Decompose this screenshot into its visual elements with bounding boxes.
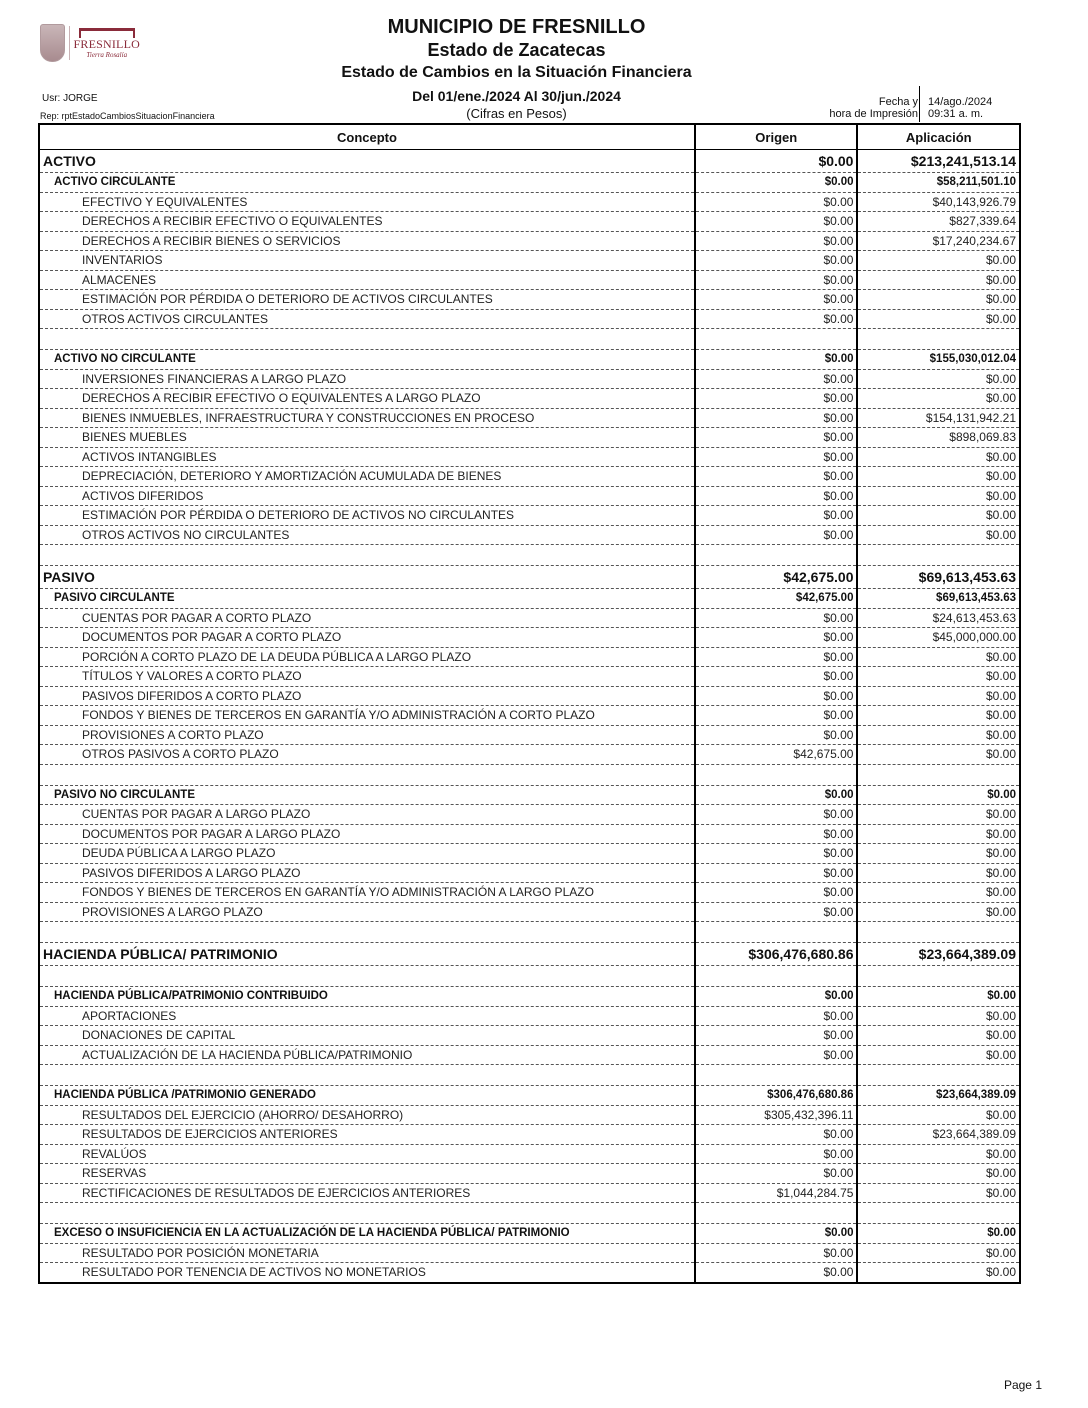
concept-cell: RESULTADOS DE EJERCICIOS ANTERIORES <box>39 1125 695 1145</box>
concept-cell: EXCESO O INSUFICIENCIA EN LA ACTUALIZACIÓN DE LA HACIENDA PÚBLICA/ PATRIMONIO <box>39 1224 695 1244</box>
origen-cell: $306,476,680.86 <box>695 1086 857 1106</box>
origen-cell: $0.00 <box>695 725 857 745</box>
aplicacion-cell: $0.00 <box>857 785 1020 805</box>
aplicacion-cell: $827,339.64 <box>857 212 1020 232</box>
origen-cell: $0.00 <box>695 231 857 251</box>
concept-cell: RESULTADO POR POSICIÓN MONETARIA <box>39 1243 695 1263</box>
concept-cell <box>39 329 695 350</box>
concept-cell: BIENES INMUEBLES, INFRAESTRUCTURA Y CONSTRUCCIONES EN PROCESO <box>39 408 695 428</box>
concept-cell: OTROS ACTIVOS CIRCULANTES <box>39 309 695 329</box>
concept-cell: DOCUMENTOS POR PAGAR A LARGO PLAZO <box>39 824 695 844</box>
aplicacion-cell: $0.00 <box>857 389 1020 409</box>
concept-cell: REVALÚOS <box>39 1144 695 1164</box>
aplicacion-cell: $45,000,000.00 <box>857 628 1020 648</box>
concept-cell: DEPRECIACIÓN, DETERIORO Y AMORTIZACIÓN ACUMULADA DE BIENES <box>39 467 695 487</box>
concept-cell: EFECTIVO Y EQUIVALENTES <box>39 192 695 212</box>
table-row <box>39 467 1020 487</box>
table-row <box>39 686 1020 706</box>
concept-cell: DOCUMENTOS POR PAGAR A CORTO PLAZO <box>39 628 695 648</box>
aplicacion-cell: $0.00 <box>857 270 1020 290</box>
table-row <box>39 725 1020 745</box>
report-units: (Cifras en Pesos) <box>466 106 567 121</box>
table-row <box>39 1164 1020 1184</box>
origen-cell <box>695 922 857 943</box>
concept-cell: PASIVOS DIFERIDOS A CORTO PLAZO <box>39 686 695 706</box>
concept-cell <box>39 1203 695 1224</box>
aplicacion-cell: $0.00 <box>857 686 1020 706</box>
origen-cell: $0.00 <box>695 805 857 825</box>
concept-cell: DEUDA PÚBLICA A LARGO PLAZO <box>39 844 695 864</box>
subtotal-row <box>39 350 1020 370</box>
concept-cell: ACTUALIZACIÓN DE LA HACIENDA PÚBLICA/PATRIMONIO <box>39 1045 695 1065</box>
table-row <box>39 525 1020 545</box>
origen-cell: $0.00 <box>695 173 857 193</box>
concept-cell <box>39 922 695 943</box>
aplicacion-cell: $0.00 <box>857 1026 1020 1046</box>
origen-cell: $0.00 <box>695 647 857 667</box>
print-divider <box>919 86 920 122</box>
origen-cell: $0.00 <box>695 1224 857 1244</box>
origen-cell: $0.00 <box>695 987 857 1007</box>
table-row <box>39 608 1020 628</box>
concept-cell: FONDOS Y BIENES DE TERCEROS EN GARANTÍA Y/O ADMINISTRACIÓN A CORTO PLAZO <box>39 706 695 726</box>
origen-cell <box>695 1203 857 1224</box>
origen-cell: $0.00 <box>695 525 857 545</box>
table-row <box>39 745 1020 765</box>
aplicacion-cell: $0.00 <box>857 863 1020 883</box>
concept-cell: RESULTADO POR TENENCIA DE ACTIVOS NO MONETARIOS <box>39 1263 695 1283</box>
origen-cell: $0.00 <box>695 290 857 310</box>
concept-cell <box>39 966 695 987</box>
concept-cell: DERECHOS A RECIBIR EFECTIVO O EQUIVALENTES A LARGO PLAZO <box>39 389 695 409</box>
aplicacion-cell: $0.00 <box>857 486 1020 506</box>
table-row <box>39 212 1020 232</box>
table-row <box>39 1144 1020 1164</box>
origen-cell: $0.00 <box>695 1026 857 1046</box>
table-row <box>39 290 1020 310</box>
origen-cell: $1,044,284.75 <box>695 1183 857 1203</box>
concept-cell: PROVISIONES A LARGO PLAZO <box>39 902 695 922</box>
subtotal-row <box>39 1224 1020 1244</box>
table-row <box>39 647 1020 667</box>
origen-cell: $0.00 <box>695 608 857 628</box>
aplicacion-cell: $0.00 <box>857 725 1020 745</box>
table-row <box>39 824 1020 844</box>
aplicacion-cell: $154,131,942.21 <box>857 408 1020 428</box>
table-row <box>39 628 1020 648</box>
aplicacion-cell: $0.00 <box>857 1263 1020 1283</box>
table-row <box>39 863 1020 883</box>
table-body <box>39 150 1020 1283</box>
subtotal-row <box>39 150 1020 173</box>
table-row <box>39 369 1020 389</box>
concept-cell: HACIENDA PÚBLICA/ PATRIMONIO <box>39 943 695 966</box>
concept-cell: RESULTADOS DEL EJERCICIO (AHORRO/ DESAHORRO) <box>39 1105 695 1125</box>
subtotal-row <box>39 173 1020 193</box>
concept-cell: OTROS ACTIVOS NO CIRCULANTES <box>39 525 695 545</box>
report-title: Estado de Cambios en la Situación Financiera <box>341 64 692 81</box>
aplicacion-cell: $0.00 <box>857 1105 1020 1125</box>
concept-cell: PASIVOS DIFERIDOS A LARGO PLAZO <box>39 863 695 883</box>
concept-cell: TÍTULOS Y VALORES A CORTO PLAZO <box>39 667 695 687</box>
aplicacion-cell <box>857 966 1020 987</box>
origen-cell: $0.00 <box>695 447 857 467</box>
state-subtitle: Estado de Zacatecas <box>427 40 606 60</box>
origen-cell: $0.00 <box>695 1243 857 1263</box>
aplicacion-cell: $69,613,453.63 <box>857 566 1020 589</box>
aplicacion-cell: $0.00 <box>857 902 1020 922</box>
aplicacion-cell: $0.00 <box>857 309 1020 329</box>
concept-cell: RESERVAS <box>39 1164 695 1184</box>
aplicacion-cell: $213,241,513.14 <box>857 150 1020 173</box>
origen-cell: $0.00 <box>695 686 857 706</box>
report-period: Del 01/ene./2024 Al 30/jun./2024 <box>412 88 621 104</box>
table-row <box>39 1263 1020 1283</box>
table-row <box>39 447 1020 467</box>
print-datetime-value <box>928 96 992 120</box>
aplicacion-cell: $0.00 <box>857 251 1020 271</box>
table-row <box>39 1026 1020 1046</box>
print-date: 14/ago./2024 <box>928 96 993 108</box>
table-row <box>39 270 1020 290</box>
aplicacion-cell: $23,664,389.09 <box>857 1086 1020 1106</box>
concept-cell: BIENES MUEBLES <box>39 428 695 448</box>
concept-cell: OTROS PASIVOS A CORTO PLAZO <box>39 745 695 765</box>
spacer-row <box>39 966 1020 987</box>
origen-cell: $0.00 <box>695 270 857 290</box>
aplicacion-cell: $0.00 <box>857 1243 1020 1263</box>
aplicacion-cell: $0.00 <box>857 290 1020 310</box>
subtotal-row <box>39 589 1020 609</box>
aplicacion-cell <box>857 764 1020 785</box>
concept-cell: CUENTAS POR PAGAR A CORTO PLAZO <box>39 608 695 628</box>
user-label: Usr: JORGE <box>42 93 98 104</box>
column-header-concepto: Concepto <box>39 124 695 150</box>
aplicacion-cell: $0.00 <box>857 824 1020 844</box>
concept-cell: INVENTARIOS <box>39 251 695 271</box>
aplicacion-cell <box>857 329 1020 350</box>
table-row <box>39 486 1020 506</box>
origen-cell: $0.00 <box>695 902 857 922</box>
table-row <box>39 706 1020 726</box>
origen-cell <box>695 1065 857 1086</box>
origen-cell <box>695 764 857 785</box>
origen-cell: $0.00 <box>695 467 857 487</box>
origen-cell: $0.00 <box>695 883 857 903</box>
concept-cell: DERECHOS A RECIBIR BIENES O SERVICIOS <box>39 231 695 251</box>
aplicacion-cell <box>857 1065 1020 1086</box>
origen-cell: $0.00 <box>695 192 857 212</box>
origen-cell <box>695 545 857 566</box>
origen-cell: $0.00 <box>695 428 857 448</box>
aplicacion-cell: $0.00 <box>857 1164 1020 1184</box>
aplicacion-cell: $0.00 <box>857 844 1020 864</box>
concept-cell: PASIVO <box>39 566 695 589</box>
brand-name: FRESNILLO <box>73 36 140 51</box>
concept-cell: RECTIFICACIONES DE RESULTADOS DE EJERCICIOS ANTERIORES <box>39 1183 695 1203</box>
table-row <box>39 428 1020 448</box>
aplicacion-cell: $0.00 <box>857 1006 1020 1026</box>
brand-tagline: Tierra Rosalía <box>86 50 128 59</box>
concept-cell: DONACIONES DE CAPITAL <box>39 1026 695 1046</box>
origen-cell: $0.00 <box>695 389 857 409</box>
concept-cell: ACTIVOS INTANGIBLES <box>39 447 695 467</box>
aplicacion-cell: $23,664,389.09 <box>857 1125 1020 1145</box>
concept-cell: ESTIMACIÓN POR PÉRDIDA O DETERIORO DE ACTIVOS NO CIRCULANTES <box>39 506 695 526</box>
origen-cell: $0.00 <box>695 408 857 428</box>
table-row <box>39 1183 1020 1203</box>
spacer-row <box>39 329 1020 350</box>
subtotal-row <box>39 785 1020 805</box>
aplicacion-cell: $0.00 <box>857 745 1020 765</box>
concept-cell: ESTIMACIÓN POR PÉRDIDA O DETERIORO DE ACTIVOS CIRCULANTES <box>39 290 695 310</box>
origen-cell: $0.00 <box>695 706 857 726</box>
concept-cell: CUENTAS POR PAGAR A LARGO PLAZO <box>39 805 695 825</box>
origen-cell: $42,675.00 <box>695 589 857 609</box>
aplicacion-cell: $898,069.83 <box>857 428 1020 448</box>
origen-cell: $0.00 <box>695 212 857 232</box>
concept-cell: INVERSIONES FINANCIERAS A LARGO PLAZO <box>39 369 695 389</box>
aplicacion-cell: $0.00 <box>857 467 1020 487</box>
table-row <box>39 251 1020 271</box>
table-row <box>39 667 1020 687</box>
concept-cell <box>39 545 695 566</box>
aplicacion-cell: $0.00 <box>857 883 1020 903</box>
origen-cell: $0.00 <box>695 1006 857 1026</box>
aplicacion-cell: $0.00 <box>857 1144 1020 1164</box>
origen-cell: $0.00 <box>695 1125 857 1145</box>
print-label-line2: hora de Impresión <box>829 108 918 120</box>
table-row <box>39 1045 1020 1065</box>
spacer-row <box>39 1065 1020 1086</box>
table-row <box>39 309 1020 329</box>
aplicacion-cell: $0.00 <box>857 1224 1020 1244</box>
page-title: MUNICIPIO DE FRESNILLO <box>387 16 646 38</box>
aplicacion-cell: $17,240,234.67 <box>857 231 1020 251</box>
aplicacion-cell: $0.00 <box>857 1045 1020 1065</box>
concept-cell: PORCIÓN A CORTO PLAZO DE LA DEUDA PÚBLICA A LARGO PLAZO <box>39 647 695 667</box>
aplicacion-cell: $0.00 <box>857 647 1020 667</box>
concept-cell: DERECHOS A RECIBIR EFECTIVO O EQUIVALENTES <box>39 212 695 232</box>
concept-cell: PASIVO NO CIRCULANTE <box>39 785 695 805</box>
origen-cell: $0.00 <box>695 824 857 844</box>
table-row <box>39 844 1020 864</box>
column-header-aplicacion: Aplicación <box>857 124 1020 150</box>
page-number: Page 1 <box>1003 1378 1042 1392</box>
table-row <box>39 231 1020 251</box>
concept-cell: ACTIVO CIRCULANTE <box>39 173 695 193</box>
spacer-row <box>39 1203 1020 1224</box>
aplicacion-cell: $69,613,453.63 <box>857 589 1020 609</box>
concept-cell: ACTIVOS DIFERIDOS <box>39 486 695 506</box>
table-row <box>39 1243 1020 1263</box>
financial-table <box>38 123 1021 1284</box>
table-row <box>39 1125 1020 1145</box>
print-time: 09:31 a. m. <box>928 108 984 120</box>
table-row <box>39 1105 1020 1125</box>
origen-cell: $0.00 <box>695 1045 857 1065</box>
concept-cell: ACTIVO <box>39 150 695 173</box>
subtotal-row <box>39 1086 1020 1106</box>
table-row <box>39 506 1020 526</box>
table-row <box>39 1006 1020 1026</box>
aplicacion-cell <box>857 545 1020 566</box>
origen-cell: $0.00 <box>695 785 857 805</box>
origen-cell: $0.00 <box>695 844 857 864</box>
spacer-row <box>39 545 1020 566</box>
origen-cell: $305,432,396.11 <box>695 1105 857 1125</box>
origen-cell: $0.00 <box>695 863 857 883</box>
aplicacion-cell: $58,211,501.10 <box>857 173 1020 193</box>
concept-cell: FONDOS Y BIENES DE TERCEROS EN GARANTÍA Y/O ADMINISTRACIÓN A LARGO PLAZO <box>39 883 695 903</box>
subtotal-row <box>39 987 1020 1007</box>
table-row <box>39 408 1020 428</box>
origen-cell <box>695 966 857 987</box>
concept-cell: PROVISIONES A CORTO PLAZO <box>39 725 695 745</box>
aplicacion-cell: $23,664,389.09 <box>857 943 1020 966</box>
origen-cell: $0.00 <box>695 506 857 526</box>
aplicacion-cell: $0.00 <box>857 706 1020 726</box>
aplicacion-cell: $0.00 <box>857 506 1020 526</box>
aplicacion-cell: $24,613,453.63 <box>857 608 1020 628</box>
origen-cell: $0.00 <box>695 150 857 173</box>
spacer-row <box>39 764 1020 785</box>
origen-cell: $0.00 <box>695 667 857 687</box>
origen-cell: $42,675.00 <box>695 745 857 765</box>
aplicacion-cell: $155,030,012.04 <box>857 350 1020 370</box>
print-label-line1: Fecha y <box>878 96 918 108</box>
table-header-row <box>39 124 1020 150</box>
table-row <box>39 902 1020 922</box>
table-row <box>39 389 1020 409</box>
origen-cell: $0.00 <box>695 350 857 370</box>
spacer-row <box>39 922 1020 943</box>
aplicacion-cell: $0.00 <box>857 805 1020 825</box>
concept-cell <box>39 764 695 785</box>
aplicacion-cell: $0.00 <box>857 369 1020 389</box>
origen-cell: $0.00 <box>695 628 857 648</box>
origen-cell: $0.00 <box>695 1164 857 1184</box>
origen-cell: $0.00 <box>695 1263 857 1283</box>
print-datetime-label <box>829 96 918 120</box>
aplicacion-cell <box>857 1203 1020 1224</box>
origen-cell: $0.00 <box>695 309 857 329</box>
aplicacion-cell: $0.00 <box>857 667 1020 687</box>
table-row <box>39 883 1020 903</box>
origen-cell: $0.00 <box>695 1144 857 1164</box>
origen-cell <box>695 329 857 350</box>
concept-cell: ACTIVO NO CIRCULANTE <box>39 350 695 370</box>
concept-cell: APORTACIONES <box>39 1006 695 1026</box>
column-header-origen: Origen <box>695 124 857 150</box>
aplicacion-cell: $0.00 <box>857 447 1020 467</box>
subtotal-row <box>39 943 1020 966</box>
subtotal-row <box>39 566 1020 589</box>
report-id-label: Rep: rptEstadoCambiosSituacionFinanciera <box>40 111 215 121</box>
aplicacion-cell <box>857 922 1020 943</box>
concept-cell <box>39 1065 695 1086</box>
origen-cell: $42,675.00 <box>695 566 857 589</box>
aplicacion-cell: $0.00 <box>857 987 1020 1007</box>
origen-cell: $0.00 <box>695 251 857 271</box>
table-row <box>39 192 1020 212</box>
aplicacion-cell: $40,143,926.79 <box>857 192 1020 212</box>
concept-cell: ALMACENES <box>39 270 695 290</box>
aplicacion-cell: $0.00 <box>857 525 1020 545</box>
concept-cell: HACIENDA PÚBLICA /PATRIMONIO GENERADO <box>39 1086 695 1106</box>
concept-cell: PASIVO CIRCULANTE <box>39 589 695 609</box>
origen-cell: $0.00 <box>695 486 857 506</box>
origen-cell: $0.00 <box>695 369 857 389</box>
table-row <box>39 805 1020 825</box>
concept-cell: HACIENDA PÚBLICA/PATRIMONIO CONTRIBUIDO <box>39 987 695 1007</box>
origen-cell: $306,476,680.86 <box>695 943 857 966</box>
aplicacion-cell: $0.00 <box>857 1183 1020 1203</box>
